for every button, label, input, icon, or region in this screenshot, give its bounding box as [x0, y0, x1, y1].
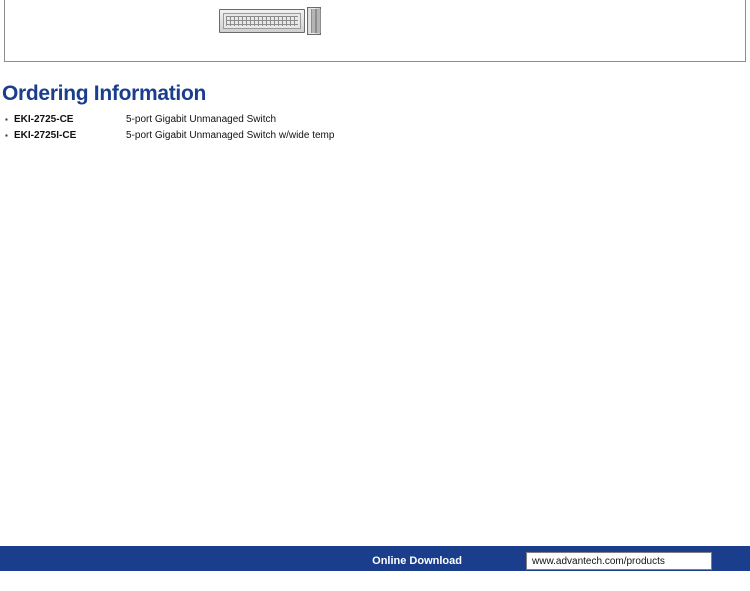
bullet-icon: ▪ — [5, 131, 8, 140]
vent-grille — [226, 16, 298, 26]
list-item — [2, 128, 602, 144]
footer-url-text: www.advantech.com/products — [532, 556, 665, 567]
footer-online-download-label: Online Download — [372, 555, 462, 567]
footer-url-box[interactable] — [526, 552, 712, 570]
bullet-icon: ▪ — [5, 115, 8, 124]
switch-side-bracket — [307, 7, 321, 35]
part-description: 5-port Gigabit Unmanaged Switch w/wide temp — [126, 130, 335, 141]
switch-front-face — [223, 13, 301, 29]
section-title-ordering-information: Ordering Information — [2, 82, 207, 105]
part-number: EKI-2725I-CE — [14, 130, 77, 141]
part-number: EKI-2725-CE — [14, 114, 74, 125]
product-image-panel — [4, 0, 746, 62]
part-description: 5-port Gigabit Unmanaged Switch — [126, 114, 277, 125]
din-rail-clip — [316, 9, 321, 33]
ordering-information-list — [2, 112, 602, 144]
switch-product-photo — [219, 7, 323, 35]
list-item — [2, 112, 602, 128]
switch-chassis — [219, 9, 305, 33]
